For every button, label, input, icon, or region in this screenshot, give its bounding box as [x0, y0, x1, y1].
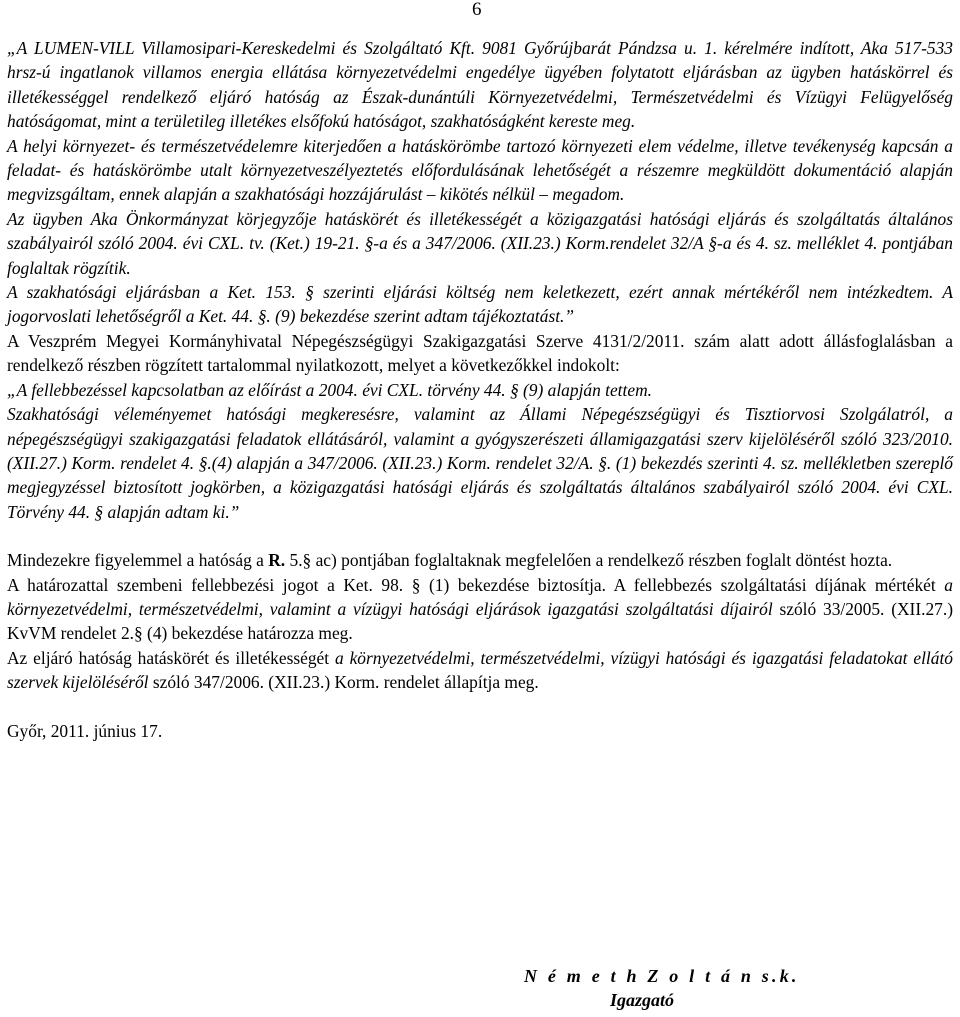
place-date: Győr, 2011. június 17. — [7, 720, 163, 741]
signature-title: Igazgató — [610, 990, 675, 1010]
competence-text-italic: a környezetvédelmi, természetvédelmi, vízügyi hatósági és igazgatási feladatokat ellátó szervek kijelöléséről — [7, 647, 953, 693]
quoted-paragraph-3: Az ügyben Aka Önkormányzat körjegyzője hatáskörét és illetékességét a közigazgatási hatósági eljárás és szolgáltatás általános szabályairól szóló 2004. évi CXL. tv. (Ket.) 19-21. §-a és a 347/2006. (XII.23.) Korm.rendelet 32/A §-a és 4. sz. melléklet 4. pontjában foglaltak rögzítik. — [7, 208, 953, 278]
quoted-paragraph-6: Szakhatósági véleményemet hatósági megkeresésre, valamint az Állami Népegészségügyi és Tisztiorvosi Szolgálatról, a népegészségügyi szakigazgatási feladatok ellátásáról, valamint a gyógyszerészeti államigazgatási szerv kijelöléséről szóló 323/2010. (XII.27.) Korm. rendelet 4. §.(4) alapján a 347/2006. (XII.23.) Korm. rendelet 32/A. §. (1) bekezdés szerinti 4. sz. mellékletben szereplő megjegyzéssel biztosított jogkörben, a közigazgatási hatósági eljárás és szolgáltatás általános szabályairól szóló 2004. évi CXL. Törvény 44. § alapján adtam ki.” — [7, 404, 953, 522]
signature-name: N é m e t h Z o l t á n s.k. — [524, 966, 800, 986]
decision-text-a: Mindezekre figyelemmel a hatóság a — [7, 550, 269, 571]
appeal-text-a: A határozattal szembeni fellebbezési jogot a Ket. 98. § (1) bekezdése biztosítja. A fellebbezés szolgáltatási díjának mértékét — [7, 574, 945, 595]
decision-text-c: 5.§ ac) pontjában foglaltaknak megfelelően a rendelkező részben foglalt döntést hozta. — [285, 550, 893, 571]
document-body — [7, 36, 953, 743]
spacer — [7, 695, 953, 719]
appeal-text-c: szóló 33/2005. (XII.27.) KvVM rendelet 2.§ (4) bekezdése határozza meg. — [7, 598, 953, 644]
quoted-paragraph-2: A helyi környezet- és természetvédelemre kiterjedően a hatáskörömbe tartozó környezeti elem védelme, illetve tevékenység kapcsán a feladat- és hatáskörömbe utalt környezetveszélyeztetés előfordulásának lehetőségét a részemre megküldött dokumentáció alapján megvizsgáltam, ennek alapján a szakhatósági hozzájárulást – kikötés nélkül – megadom. — [7, 135, 953, 205]
decision-text-bold: R. — [268, 550, 286, 571]
paragraph-statement: A Veszprém Megyei Kormányhivatal Népegészségügyi Szakigazgatási Szerve 4131/2/2011. szám alatt adott állásfoglalásban a rendelkező részben rögzített tartalommal nyilatkozott, melyet a következőkkel indokolt: — [7, 330, 953, 376]
page-number: 6 — [472, 0, 482, 20]
appeal-text-italic: a környezetvédelmi, természetvédelmi, valamint a vízügyi hatósági eljárások igazgatási szolgáltatási díjairól — [7, 574, 953, 619]
spacer — [7, 524, 953, 548]
quoted-paragraph-1: „A LUMEN-VILL Villamosipari-Kereskedelmi és Szolgáltató Kft. 9081 Győrújbarát Pándzsa u. 1. kérelmére indított, Aka 517-533 hrsz-ú ingatlanok villamos energia ellátása környezetvédelmi engedélye ügyében folytatott eljárásban az ügyben hatáskörrel és illetékességgel rendelkező eljáró hatóság az Észak-dunántúli Környezetvédelmi, Természetvédelmi és Vízügyi Felügyelőség hatóságomat, mint a területileg illetékes elsőfokú hatóságot, szakhatóságként kereste meg. — [7, 38, 953, 132]
quoted-paragraph-4: A szakhatósági eljárásban a Ket. 153. § szerinti eljárási költség nem keletkezett, ezért annak mértékéről nem intézkedtem. A jogorvoslati lehetőségről a Ket. 44. §. (9) bekezdése szerint adtam tájékoztatást.” — [7, 282, 953, 327]
paragraph-decision — [7, 548, 953, 572]
competence-text-c: szóló 347/2006. (XII.23.) Korm. rendelet állapítja meg. — [148, 672, 539, 693]
paragraph-competence — [7, 646, 953, 695]
quoted-paragraph-5: „A fellebbezéssel kapcsolatban az előírást a 2004. évi CXL. törvény 44. § (9) alapján tettem. — [7, 379, 652, 400]
competence-text-a: Az eljáró hatóság hatáskörét és illetékességét — [7, 647, 335, 668]
paragraph-appeal — [7, 573, 953, 646]
